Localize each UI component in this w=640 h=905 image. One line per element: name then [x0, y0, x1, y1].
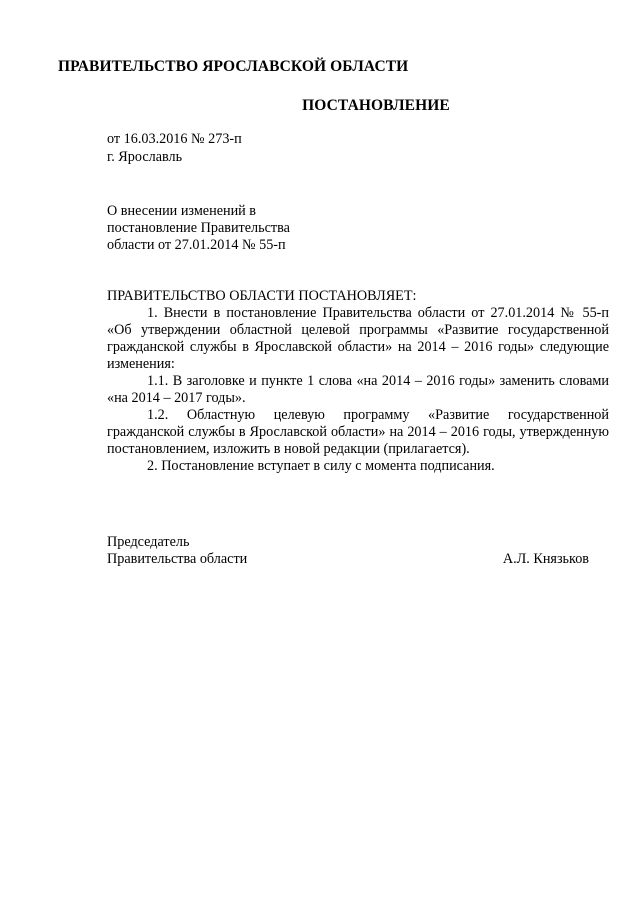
subject-line-1: О внесении изменений в	[107, 203, 257, 219]
paragraph-1-1: 1.1. В заголовке и пункте 1 слова «на 2014 – 2016 годы» заменить словами «на 2014 – 2017 годы».	[107, 373, 609, 406]
paragraph-1: 1. Внести в постановление Правительства области от 27.01.2014 № 55-п «Об утверждении областной целевой программы «Развитие государственной гражданской службы в Ярославской области» на 2014 – 2016 годы» следующие изменения:	[107, 305, 609, 372]
paragraph-1-2: 1.2. Областную целевую программу «Развитие государственной гражданской службы в Ярославской области» на 2014 – 2016 годы, утвержденную постановлением, изложить в новой редакции (прилагается).	[107, 407, 609, 457]
preamble: ПРАВИТЕЛЬСТВО ОБЛАСТИ ПОСТАНОВЛЯЕТ:	[107, 288, 417, 304]
paragraph-2: 2. Постановление вступает в силу с момента подписания.	[147, 458, 495, 474]
date-number: от 16.03.2016 № 273-п	[107, 131, 242, 147]
signature-position-line-1: Председатель	[107, 534, 190, 550]
signature-name: А.Л. Князьков	[502, 551, 589, 567]
signature-position-line-2: Правительства области	[107, 551, 248, 567]
document-body	[107, 288, 609, 475]
city: г. Ярославль	[107, 149, 183, 165]
subject-line-3: области от 27.01.2014 № 55-п	[107, 237, 286, 253]
subject-line-2: постановление Правительства	[107, 220, 290, 236]
government-title: ПРАВИТЕЛЬСТВО ЯРОСЛАВСКОЙ ОБЛАСТИ	[58, 58, 409, 75]
document-type-title: ПОСТАНОВЛЕНИЕ	[302, 97, 450, 114]
